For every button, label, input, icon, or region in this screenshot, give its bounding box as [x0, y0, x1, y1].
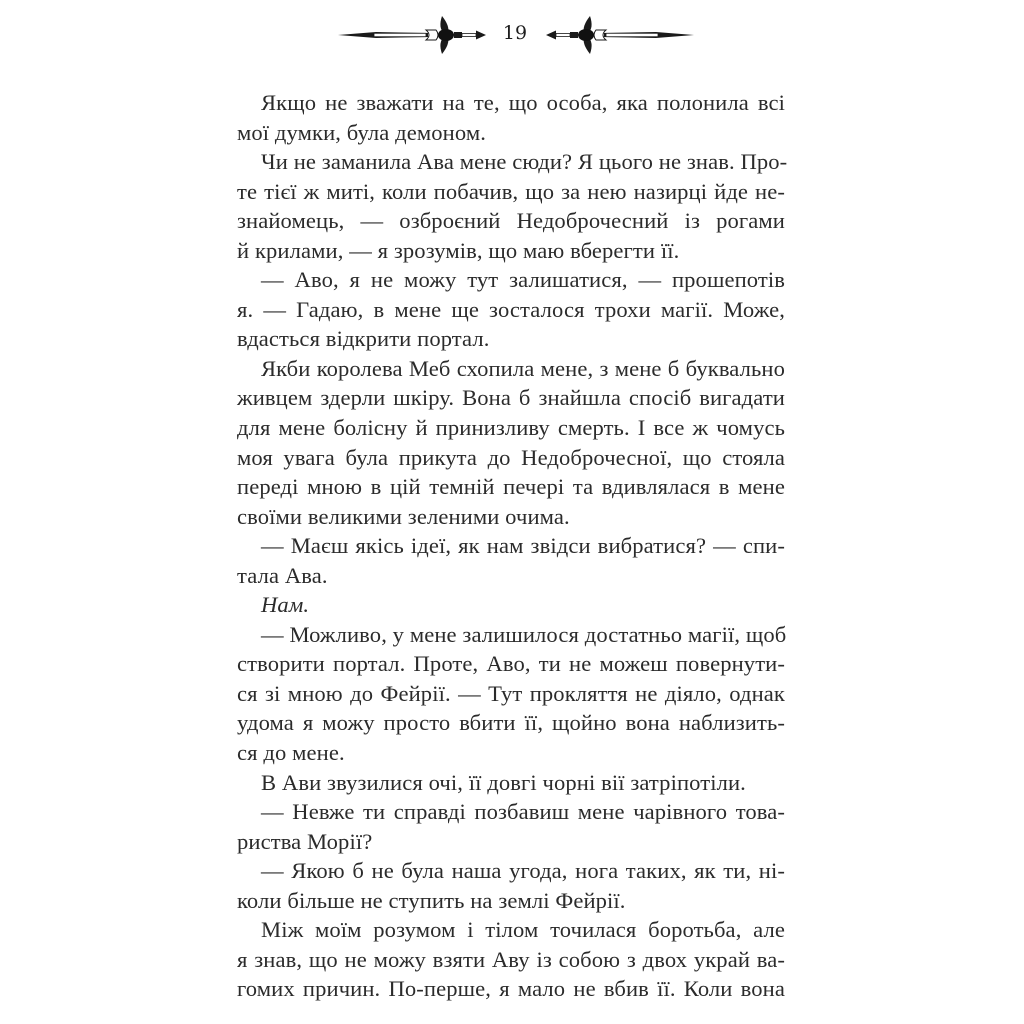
- page-number: 19: [502, 22, 528, 44]
- text-line: Між моїм розумом і тілом точилася боротьба, але: [261, 917, 785, 943]
- text-line: — Можливо, у мене залишилося достатньо магії, щоб: [261, 621, 787, 647]
- text-line: Якби королева Меб схопила мене, з мене б буквально: [261, 355, 785, 381]
- text-line: риства Морії?: [237, 828, 373, 854]
- sword-ornament-right-icon: [536, 14, 696, 56]
- text-line: — Невже ти справді позбавиш мене чарівного това-: [261, 799, 785, 825]
- text-line: я. — Гадаю, в мене ще зосталося трохи магії. Може,: [237, 296, 785, 322]
- text-line: Чи не заманила Ава мене сюди? Я цього не знав. Про-: [261, 149, 788, 175]
- text-line: удома я можу просто вбити її, щойно вона наблизить-: [237, 710, 785, 736]
- text-line: те тієї ж миті, коли побачив, що за нею назирці йде не-: [237, 178, 785, 204]
- text-line: ся до мене.: [237, 740, 345, 766]
- text-line: — Аво, я не можу тут залишатися, — прошепотів: [261, 267, 785, 293]
- text-line: вдасться відкрити портал.: [237, 326, 490, 352]
- text-line: моя увага була прикута до Недоброчесної, що стояла: [237, 444, 785, 470]
- body-text: [237, 88, 788, 1004]
- text-line: мої думки, була демоном.: [237, 119, 486, 145]
- text-line: — Якою б не була наша угода, нога таких, як ти, ні-: [261, 858, 785, 884]
- text-line: своїми великими зеленими очима.: [237, 503, 570, 529]
- text-line: для мене болісну й принизливу смерть. І все ж чомусь: [237, 415, 785, 441]
- text-line: коли більше не ступить на землі Фейрії.: [237, 887, 626, 913]
- text-line: переді мною в цій темній печері та вдивлялася в мене: [237, 474, 785, 500]
- page-header: [330, 14, 700, 56]
- text-line: й крилами, — я зрозумів, що маю вберегти її.: [237, 237, 680, 263]
- text-line: — Маєш якісь ідеї, як нам звідси вибратися? — спи-: [261, 533, 785, 559]
- sword-ornament-left-icon: [336, 14, 496, 56]
- text-line: Нам.: [261, 592, 310, 618]
- text-line: тала Ава.: [237, 562, 328, 588]
- text-line: ся зі мною до Фейрії. — Тут прокляття не діяло, однак: [237, 680, 785, 706]
- text-line: Якщо не зважати на те, що особа, яка полонила всі: [261, 90, 785, 115]
- text-line: В Ави звузилися очі, її довгі чорні вії затріпотіли.: [261, 769, 746, 795]
- text-line: знайомець, — озброєний Недоброчесний із рогами: [237, 208, 785, 234]
- text-line: я знав, що не можу взяти Аву із собою з двох украй ва-: [237, 946, 785, 972]
- text-line: створити портал. Проте, Аво, ти не можеш повернути-: [237, 651, 785, 677]
- text-line: живцем здерли шкіру. Вона б знайшла спосіб вигадати: [237, 385, 785, 411]
- text-line: гомих причин. По-перше, я мало не вбив її. Коли вона: [237, 976, 785, 1002]
